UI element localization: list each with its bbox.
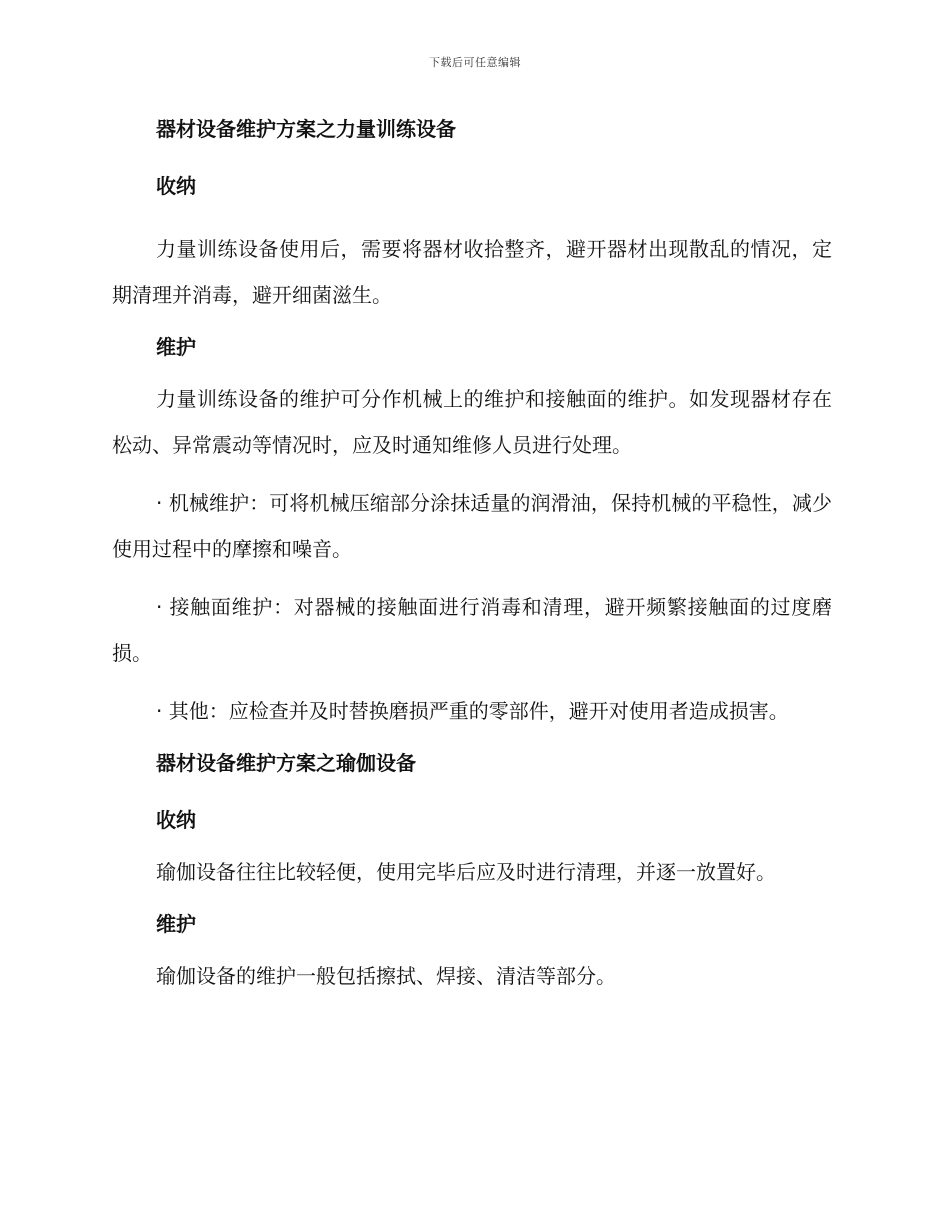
- maintenance-paragraph-yoga: 瑜伽设备的维护一般包括擦拭、焊接、清洁等部分。: [156, 964, 616, 988]
- bullet-other: · 其他：应检查并及时替换磨损严重的零部件，避开对使用者造成损害。: [156, 699, 789, 723]
- storage-paragraph-yoga: 瑜伽设备往往比较轻便，使用完毕后应及时进行清理，并逐一放置好。: [156, 860, 776, 884]
- maintenance-paragraph-strength: 力量训练设备的维护可分作机械上的维护和接触面的维护。如发现器材存在松动、异常震动等情况时，应及时通知维修人员进行处理。: [112, 387, 832, 457]
- bullet-contact-surface: · 接触面维护：对器械的接触面进行消毒和清理，避开频繁接触面的过度磨损。: [112, 595, 832, 665]
- maintenance-heading-strength: 维护: [156, 335, 196, 359]
- document-body: [112, 112, 832, 999]
- storage-paragraph-strength: 力量训练设备使用后，需要将器材收拾整齐，避开器材出现散乱的情况，定期清理并消毒，避开细菌滋生。: [112, 237, 832, 307]
- storage-heading-yoga: 收纳: [156, 808, 196, 832]
- section-title-strength: 器材设备维护方案之力量训练设备: [156, 117, 456, 141]
- bullet-mechanical: · 机械维护：可将机械压缩部分涂抹适量的润滑油，保持机械的平稳性，减少使用过程中的摩擦和噪音。: [112, 491, 832, 561]
- maintenance-heading-yoga: 维护: [156, 912, 196, 936]
- section-title-yoga: 器材设备维护方案之瑜伽设备: [156, 751, 416, 775]
- header-note: 下载后可任意编辑: [429, 56, 521, 69]
- storage-heading-strength: 收纳: [156, 174, 196, 198]
